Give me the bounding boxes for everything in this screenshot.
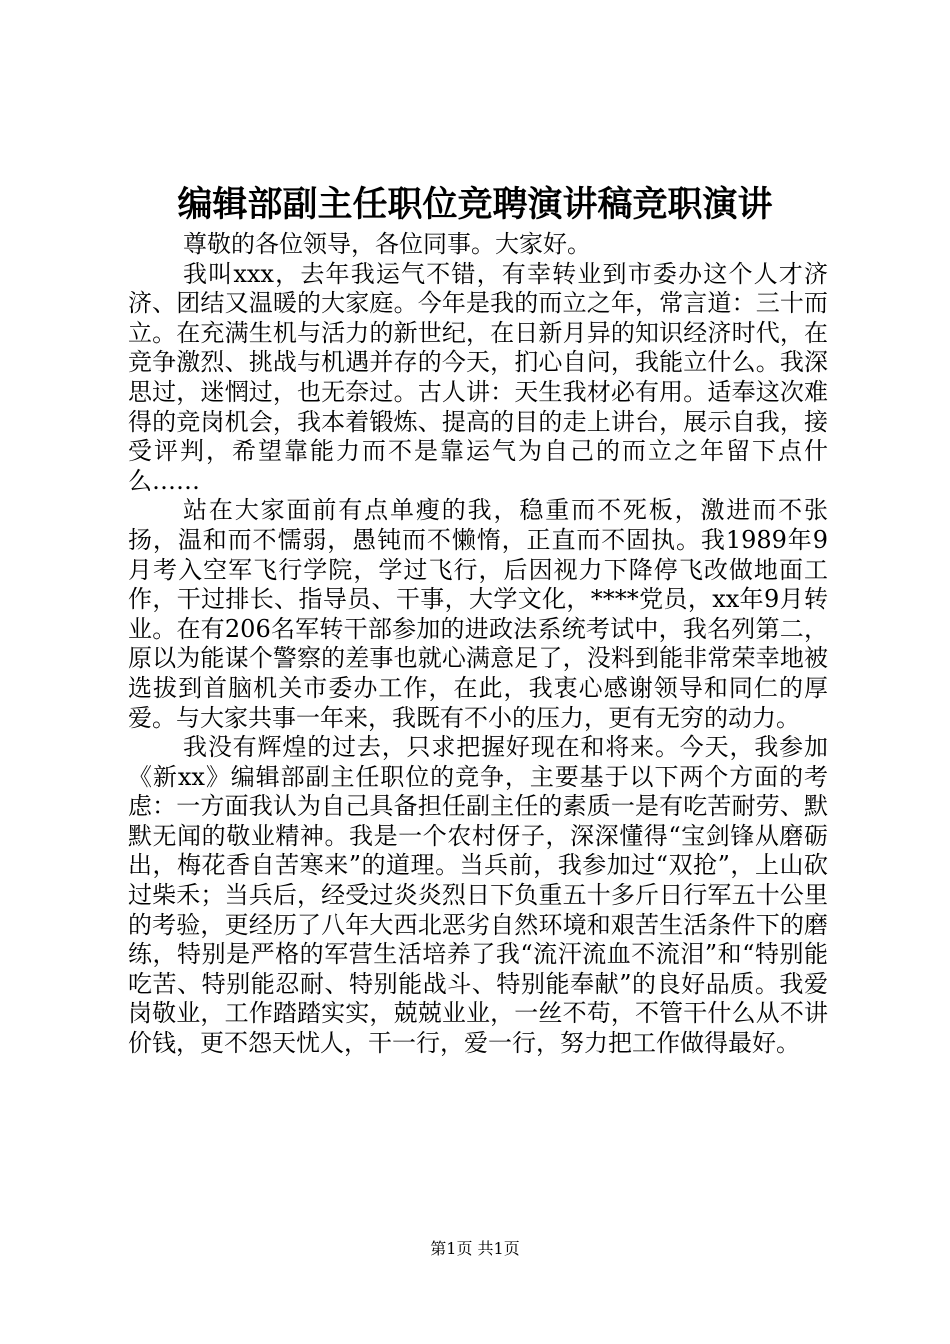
paragraph-greeting: 尊敬的各位领导，各位同事。大家好。 [183,230,591,258]
document-body [128,230,828,1059]
paragraph-introduction: 我叫xxx，去年我运气不错，有幸转业到市委办这个人才济济、团结又温暖的大家庭。今年是我的而立之年，常言道：三十而立。在充满生机与活力的新世纪，在日新月异的知识经济时代，在竞争激烈、挑战与机遇并存的今天，扪心自问，我能立什么。我深思过，迷惘过，也无奈过。古人讲：天生我材必有用。适奉这次难得的竞岗机会，我本着锻炼、提高的目的走上讲台，展示自我，接受评判，希望靠能力而不是靠运气为自己的而立之年留下点什么…… [128,259,828,495]
document-title: 编辑部副主任职位竞聘演讲稿竞职演讲 [177,184,773,225]
page-footer: 第1页 共1页 [430,1239,520,1258]
paragraph-qualifications: 我没有辉煌的过去，只求把握好现在和将来。今天，我参加《新xx》编辑部副主任职位的竞争，主要基于以下两个方面的考虑：一方面我认为自己具备担任副主任的素质一是有吃苦耐劳、默默无闻的敬业精神。我是一个农村伢子，深深懂得“宝剑锋从磨砺出，梅花香自苦寒来”的道理。当兵前，我参加过“双抢”，上山砍过柴禾；当兵后，经受过炎炎烈日下负重五十多斤日行军五十公里的考验，更经历了八年大西北恶劣自然环境和艰苦生活条件下的磨练，特别是严格的军营生活培养了我“流汗流血不流泪”和“特别能吃苦、特别能忍耐、特别能战斗、特别能奉献”的良好品质。我爱岗敬业，工作踏踏实实，兢兢业业，一丝不苟，不管干什么从不讲价钱，更不怨天忧人，干一行，爱一行，努力把工作做得最好。 [128,733,828,1058]
paragraph-background: 站在大家面前有点单瘦的我，稳重而不死板，激进而不张扬，温和而不懦弱，愚钝而不懒惰，正直而不固执。我1989年9月考入空军飞行学院，学过飞行，后因视力下降停飞改做地面工作，干过排长、指导员、干事，大学文化，****党员，xx年9月转业。在有206名军转干部参加的进政法系统考试中，我名列第二，原以为能谋个警察的差事也就心满意足了，没料到能非常荣幸地被选拔到首脑机关市委办工作，在此，我衷心感谢领导和同仁的厚爱。与大家共事一年来，我既有不小的压力，更有无穷的动力。 [128,496,828,732]
